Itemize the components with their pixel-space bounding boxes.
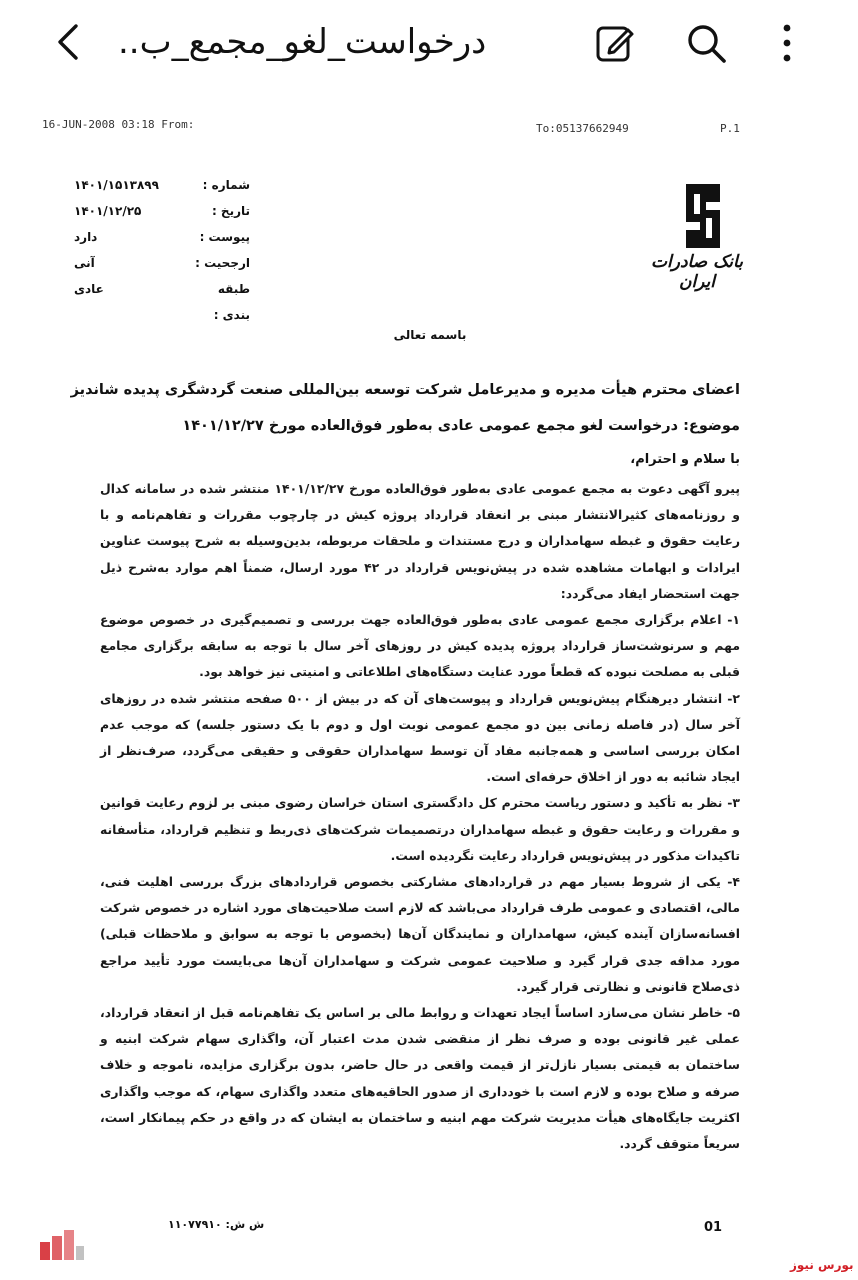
page-number: 01 [704,1220,723,1235]
letter-greeting: با سلام و احترام، [630,452,740,467]
fax-header-page: P.1 [720,122,740,135]
document-title: درخواست_لغو_مجمع_ب.. [118,22,487,62]
meta-value: آنی [74,256,95,270]
meta-row-priority [70,250,250,276]
letter-subject: موضوع: درخواست لغو مجمع عمومی عادی به‌طور فوق‌العاده مورخ ۱۴۰۱/۱۲/۲۷ [182,418,740,434]
meta-row-date [70,198,250,224]
edit-icon [594,22,636,64]
document-page [0,100,858,1260]
letter-paragraph: ۴- یکی از شروط بسیار مهم در قراردادهای مشارکتی بخصوص قراردادهای بزرگ بررسی اهلیت فنی، مالی، اقتصادی و عمومی طرف قرارداد می‌باشد که لازم است صلاحیت‌های مورد اشاره در خصوص شرکت افسانه‌سازان آینده کیش، سهامداران و نمایندگان آن‌ها (بخصوص با توجه به سوابق و ملاحظات قبلی) مورد مداقه جدی قرار گیرد و صلاحیت عمومی شرکت و سهامداران آن‌ها می‌بایست مورد تأیید مراجع ذی‌صلاح قانونی و نظارتی قرار گیرد. [100,874,740,994]
app-bar [0,0,858,88]
meta-row-attachment [70,224,250,250]
letter-paragraph: پیرو آگهی دعوت به مجمع عمومی عادی به‌طور فوق‌العاده مورخ ۱۴۰۱/۱۲/۲۷ منتشر شده در سامانه کدال و روزنامه‌های کثیرالانتشار مبنی بر انعقاد قرارداد پروژه کیش در چارچوب مقررات و تفاهم‌نامه و با رعایت حقوق و غبطه سهامداران و درج مستندات و ملحقات مربوطه، بدین‌وسیله به شرح پیوست عناوین ایرادات و ابهامات مشاهده شده در پیش‌نویس قرارداد در ۴۲ مورد ارسال، ضمناً اهم موارد به‌شرح ذیل جهت استحضار ایفاد می‌گردد: [100,481,741,601]
letter-body [100,476,740,1157]
meta-value: عادی [74,282,104,296]
letter-paragraph: ۲- انتشار دیرهنگام پیش‌نویس قرارداد و پیوست‌های آن که در بیش از ۵۰۰ صفحه منتشر شده در روزهای آخر سال (در فاصله زمانی بین دو مجمع عمومی نوبت اول و دوم با یک دستور جلسه) که موجب عدم امکان بررسی اساسی و همه‌جانبه مفاد آن توسط سهامداران حقوقی و حقیقی می‌گردد، صرف‌نظر از ایجاد شائبه به دور از اخلاق حرفه‌ای است. [100,690,740,785]
watermark-logo-icon [38,1228,86,1262]
more-options-button[interactable] [772,20,802,66]
letter-meta [70,172,250,322]
meta-value: ۱۴۰۱/۱۲/۲۵ [74,204,142,218]
search-icon [684,21,728,65]
more-vertical-icon [772,20,802,66]
basmala: باسمه تعالی [393,328,467,342]
meta-row-classification [70,276,250,322]
edit-button[interactable] [594,22,636,64]
meta-label: تاریخ : [211,204,250,218]
bank-name: بانک صادرات ایران [651,252,743,292]
meta-label: ارجحیت : [195,256,250,270]
fax-header-to: To:05137662949 [536,122,629,135]
chevron-left-icon [50,22,90,62]
fax-header-from: 16-JUN-2008 03:18 From: [42,118,195,131]
letter-paragraph: ۳- نظر به تأکید و دستور ریاست محترم کل دادگستری استان خراسان رضوی مبنی بر لزوم رعایت قوانین و مقررات و رعایت حقوق و غبطه سهامداران درتصمیمات شرکت‌های ذی‌ربط و تنظیم قرارداد، متأسفانه تاکیدات مذکور در پیش‌نویس قرارداد رعایت نگردیده است. [100,795,740,863]
footer-code: ش ش: ۱۱۰۷۷۹۱۰ [168,1218,265,1231]
search-button[interactable] [684,21,728,65]
meta-value: دارد [74,230,98,244]
meta-label: شماره : [202,178,250,192]
back-button[interactable] [50,22,90,62]
letter-paragraph: ۵- خاطر نشان می‌سازد اساساً ایجاد تعهدات و روابط مالی بر اساس یک تفاهم‌نامه قبل از انعقاد قرارداد، عملی غیر قانونی بوده و صرف نظر از منقضی شدن مدت اعتبار آن، واگذاری سهام شرکت ابنیه و ساختمان به قیمتی بسیار نازل‌تر از قیمت واقعی در حال حاضر، بدون برگزاری مزایده، ناموجه و خلاف صرفه و صلاح بوده و لازم است با خودداری از صدور الحاقیه‌های متعدد واگذاری سهام، که موجب واگذاری اکثریت جایگاه‌های هیأت مدیریت شرکت مهم ابنیه و ساختمان به ایشان که در واقع در حکم پیمانکار است، سریعاً متوقف گردد. [100,1005,740,1152]
meta-value: ۱۴۰۱/۱۵۱۳۸۹۹ [74,178,159,192]
letter-recipient: اعضای محترم هیأت مدیره و مدیرعامل شرکت توسعه بین‌المللی صنعت گردشگری پدیده شاندیز [70,382,740,398]
meta-row-number [70,172,250,198]
meta-label: پیوست : [199,230,250,244]
meta-label: طبقه بندی : [213,282,250,322]
watermark-text: بورس نیوز [790,1258,854,1272]
bank-logo-icon [668,180,740,252]
letter-paragraph: ۱- اعلام برگزاری مجمع عمومی عادی به‌طور فوق‌العاده جهت بررسی و تصمیم‌گیری در خصوص موضوع مهم و سرنوشت‌ساز قرارداد پروژه پدیده کیش در روزهای آخر سال با توجه به سابقه برگزاری مجامع قبلی به مصلحت نبوده که قطعاً مورد عنایت دستگاه‌های اطلاعاتی و امنیتی نیز خواهد بود. [100,612,740,680]
